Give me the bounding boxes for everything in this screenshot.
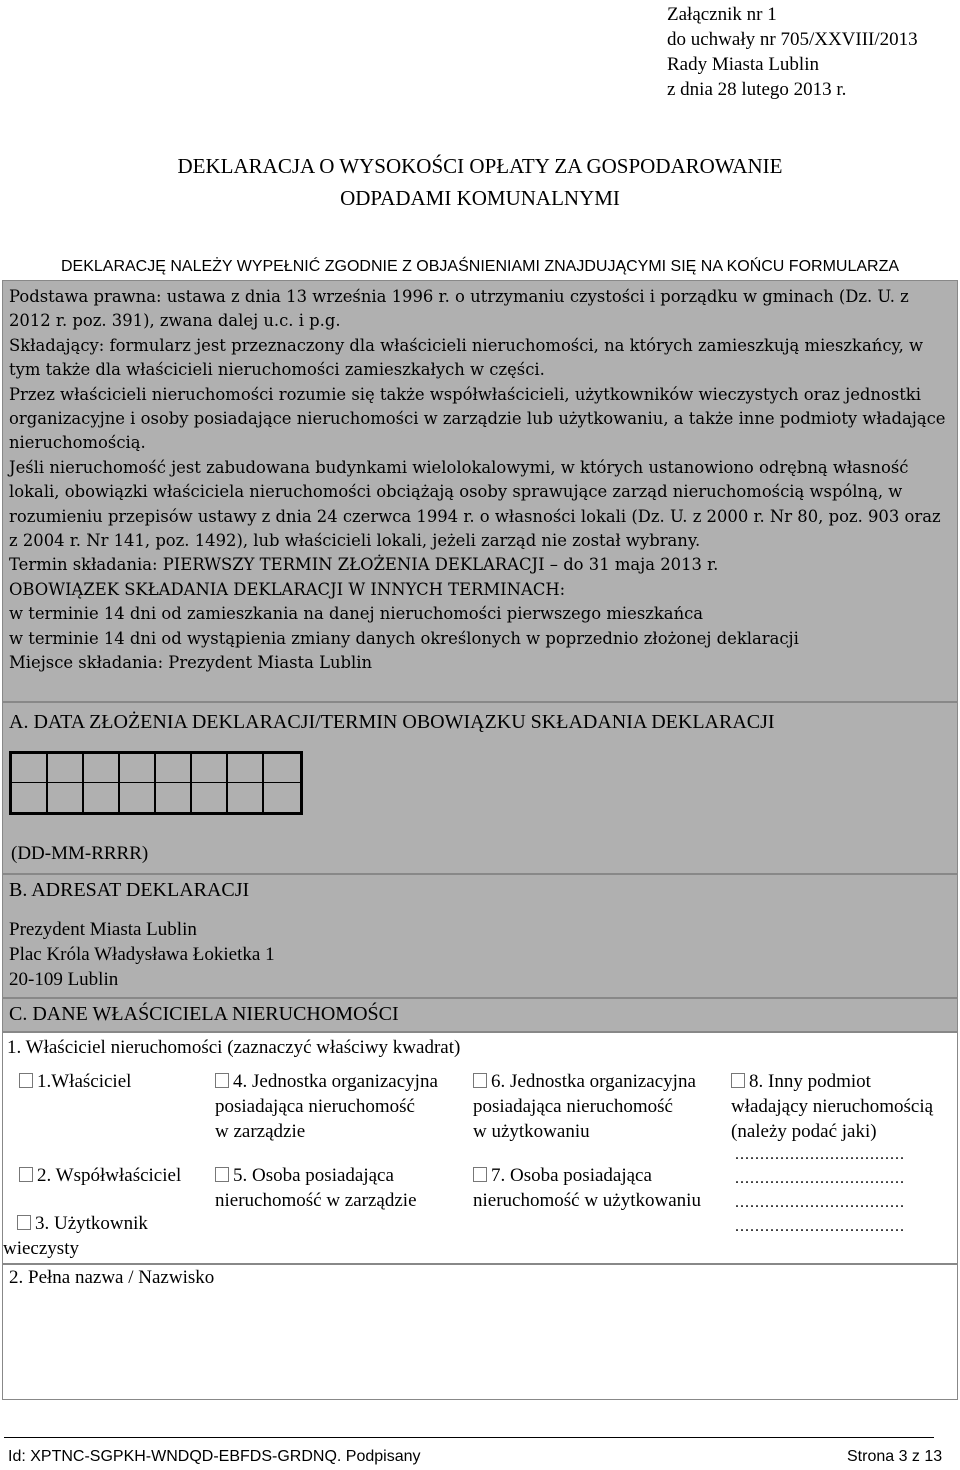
option-perpetual-user[interactable]: 3. Użytkownik (17, 1211, 148, 1236)
attachment-note (667, 2, 918, 102)
option-owner[interactable]: 1.Właściciel (19, 1069, 131, 1094)
checkbox[interactable] (473, 1167, 487, 1182)
date-input-grid[interactable] (9, 751, 303, 815)
other-entity-dots[interactable]: .................................. (735, 1146, 905, 1163)
option-org-unit-management[interactable]: 4. Jednostka organizacyjna posiadająca nieruchomość w zarządzie (215, 1071, 438, 1142)
date-cell[interactable] (192, 754, 228, 812)
footer-divider (4, 1437, 934, 1438)
other-terms-title: OBOWIĄZEK SKŁADANIA DEKLARACJI W INNYCH TERMINACH: (9, 579, 566, 599)
legal-basis: Podstawa prawna: ustawa z dnia 13 września 1996 r. o utrzymaniu czystości i porządku w gminach (Dz. U. z 2012 r. poz. 391), zwana dalej u.c. i p.g. (9, 287, 909, 331)
document-id: Id: XPTNC-SGPKH-WNDQD-EBFDS-GRDNQ. Podpisany (8, 1448, 421, 1465)
date-cell[interactable] (120, 754, 156, 812)
section-c (2, 998, 958, 1032)
address-line: Prezydent Miasta Lublin (9, 919, 197, 940)
info-box (2, 280, 958, 702)
option-other-entity[interactable]: 8. Inny podmiot władający nieruchomością (należy podać jaki) (731, 1071, 934, 1142)
section-b-header: B. ADRESAT DEKLARACJI (9, 879, 250, 901)
instruction-text: DEKLARACJĘ NALEŻY WYPEŁNIĆ ZGODNIE Z OBJAŚNIENIAMI ZNAJDUJĄCYMI SIĘ NA KOŃCU FORMULARZA (60, 258, 900, 275)
checkbox[interactable] (473, 1073, 487, 1088)
attachment-line: Rady Miasta Lublin (667, 54, 819, 75)
attachment-line: Załącznik nr 1 (667, 4, 777, 25)
full-name-label: 2. Pełna nazwa / Nazwisko (9, 1267, 215, 1288)
multi-unit-text: Jeśli nieruchomość jest zabudowana budynkami wielolokalowymi, w których ustanowiono odrębną własność lokali, obowiązki właściciela nieruchomości obciążają osoby sprawujące zarząd nieruchomością wspólną, w rozumieniu przepisów ustawy z dnia 24 czerwca 1994 r. o własności lokali (Dz. U. z 2000 r. Nr 80, poz. 903 oraz z 2004 r. Nr 141, poz. 1492), lub właścicieli lokali, jeżeli zarząd nie został wybrany. (9, 457, 941, 551)
date-cell[interactable] (12, 754, 48, 812)
recipient-address (9, 917, 275, 992)
term-1: w terminie 14 dni od zamieszkania na danej nieruchomości pierwszego mieszkańca (9, 604, 704, 624)
option-org-unit-usage[interactable]: 6. Jednostka organizacyjna posiadająca nieruchomość w użytkowaniu (473, 1071, 696, 1142)
date-cell[interactable] (264, 754, 300, 812)
document-title (0, 150, 960, 214)
attachment-line: do uchwały nr 705/XXVIII/2013 (667, 29, 918, 50)
owners-text: Przez właścicieli nieruchomości rozumie się także współwłaścicieli, użytkowników wieczystych oraz jednostki organizacyjne i osoby posiadające nieruchomości w zarządzie lub użytkowaniu, a także inne podmioty władające nieruchomością. (9, 384, 946, 453)
place-text: Miejsce składania: Prezydent Miasta Lublin (9, 653, 373, 673)
checkbox[interactable] (215, 1167, 229, 1182)
submitter-text: Składający: formularz jest przeznaczony dla właścicieli nieruchomości, na których zamieszkują mieszkańcy, w tym także dla właścicieli nieruchomości zamieszkałych w części. (9, 335, 924, 380)
option-co-owner[interactable]: 2. Współwłaściciel (19, 1163, 181, 1188)
date-cell[interactable] (48, 754, 84, 812)
checkbox[interactable] (215, 1073, 229, 1088)
other-entity-dots[interactable]: .................................. (735, 1170, 905, 1187)
section-a (2, 702, 958, 874)
owner-type-field (2, 1032, 958, 1264)
address-line: Plac Króla Władysława Łokietka 1 (9, 944, 275, 965)
title-line: ODPADAMI KOMUNALNYMI (340, 186, 620, 210)
page-number: Strona 3 z 13 (847, 1448, 943, 1465)
other-entity-dots[interactable]: .................................. (735, 1218, 905, 1235)
option-person-management[interactable]: 5. Osoba posiadająca nieruchomość w zarządzie (215, 1165, 417, 1211)
date-cell[interactable] (228, 754, 264, 812)
term-2: w terminie 14 dni od wystąpienia zmiany danych określonych w poprzednio złożonej deklaracji (9, 628, 799, 648)
section-b (2, 874, 958, 998)
date-format-label: (DD-MM-RRRR) (11, 843, 149, 864)
checkbox[interactable] (731, 1073, 745, 1088)
deadline-text: Termin składania: PIERWSZY TERMIN ZŁOŻENIA DEKLARACJI – do 31 maja 2013 r. (9, 555, 719, 575)
address-line: 20-109 Lublin (9, 969, 119, 990)
section-a-header: A. DATA ZŁOŻENIA DEKLARACJI/TERMIN OBOWIĄZKU SKŁADANIA DEKLARACJI (9, 711, 775, 733)
other-entity-dots[interactable]: .................................. (735, 1194, 905, 1211)
option-person-usage[interactable]: 7. Osoba posiadająca nieruchomość w użytkowaniu (473, 1165, 701, 1211)
checkbox[interactable] (17, 1215, 31, 1230)
attachment-line: z dnia 28 lutego 2013 r. (667, 79, 847, 100)
owner-type-label: 1. Właściciel nieruchomości (zaznaczyć właściwy kwadrat) (7, 1037, 461, 1058)
checkbox[interactable] (19, 1073, 33, 1088)
section-c-header: C. DANE WŁAŚCICIELA NIERUCHOMOŚCI (9, 1003, 399, 1025)
date-cell[interactable] (84, 754, 120, 812)
option-perpetual-user-cont: wieczysty (3, 1238, 79, 1259)
title-line: DEKLARACJA O WYSOKOŚCI OPŁATY ZA GOSPODAROWANIE (177, 154, 783, 178)
full-name-field[interactable] (2, 1264, 958, 1400)
checkbox[interactable] (19, 1167, 33, 1182)
date-cell[interactable] (156, 754, 192, 812)
